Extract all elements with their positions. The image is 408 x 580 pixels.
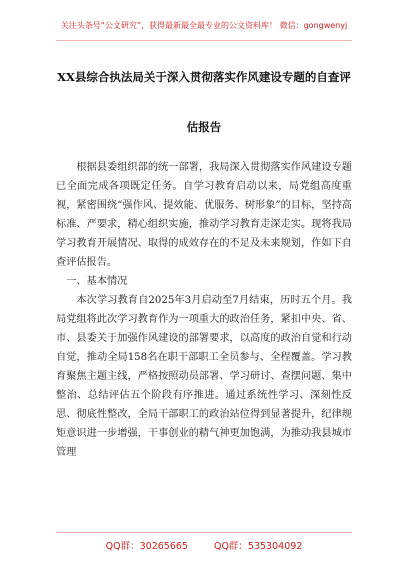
footer-qq-group-2: QQ群：535304092 <box>213 541 303 552</box>
document-body <box>56 158 352 462</box>
header-banner: 关注头条号“公文研究”，获得最新最全最专业的公文资料库！ 微信：gongwenyj <box>60 21 348 30</box>
footer-qq-group-1: QQ群：30265665 <box>105 541 188 552</box>
intro-paragraph: 根据县委组织部的统一部署，我局深入贯彻落实作风建设专题已全面完成各项既定任务。自学习教育启动以来，局党组高度重视，紧密围绕“强作风、提效能、优服务、树形象”的目标，坚持高标准、严要求，精心组织实施，推动学习教育走深走实。现将我局学习教育开展情况、取得的成效存在的不足及未来规划，作如下自查评估报告。 <box>56 162 352 268</box>
footer-contacts <box>0 538 408 552</box>
header-divider <box>56 40 352 41</box>
footer-divider <box>56 532 352 533</box>
basic-info-paragraph: 本次学习教育自2025年3月启动至7月结束，历时五个月。我局党组将此次学习教育作为一项重大的政治任务，紧扣中央、省、市、县委关于加强作风建设的部署要求，以高度的政治自觉和行动自觉，推动全局158名在职干部职工全员参与、全程覆盖。学习教育聚焦主题主线，严格按照动员部署、学习研讨、查摆问题、集中整治、总结评估五个阶段有序推进。通过系统性学习、深刻性反思、彻底性整改，全局干部职工的政治站位得到显著提升，纪律规矩意识进一步增强，干事创业的精气神更加饱满，为推动我县城市管理 <box>56 295 352 458</box>
document-title-line2: 估报告 <box>186 120 222 134</box>
section-heading: 一、基本情况 <box>66 276 128 287</box>
document-title-line1: XX县综合执法局关于深入贯彻落实作风建设专题的自查评 <box>57 70 351 84</box>
